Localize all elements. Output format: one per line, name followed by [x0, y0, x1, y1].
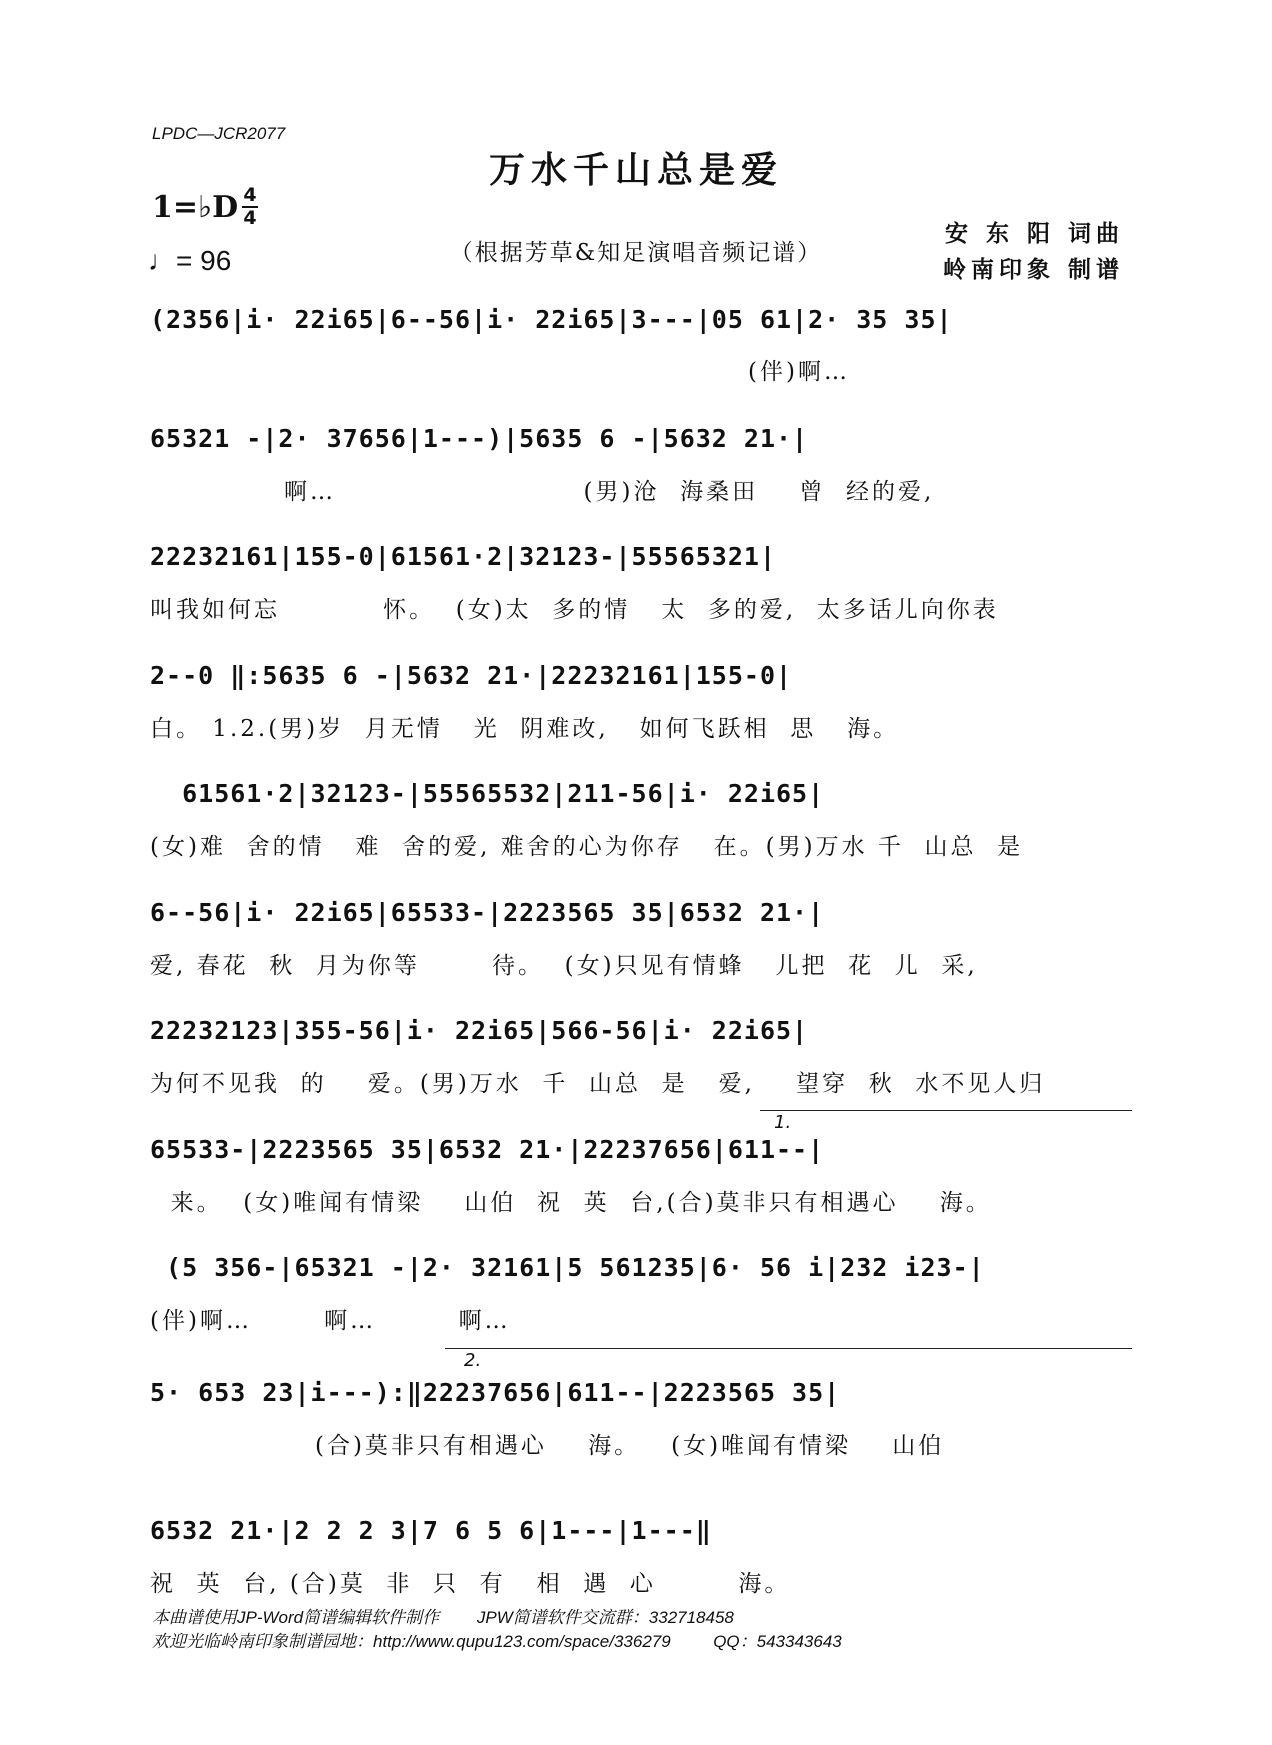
- lyric-line-9: (伴)啊… 啊… 啊…: [150, 1308, 511, 1334]
- lyric-line-1: (伴)啊…: [150, 359, 850, 385]
- notation-line-5: 61561·2|32123-|55565532|211-56|i· 22i65|: [150, 779, 825, 808]
- notation-line-9: (5 356-|65321 -|2· 32161|5 561235|6· 56 i|232 i23-|: [150, 1253, 985, 1282]
- lyric-line-3: 叫我如何忘 怀。 (女)太 多的情 太 多的爱, 太多话儿向你表: [150, 597, 999, 623]
- time-signature-top: 4: [243, 184, 257, 206]
- credit-transcriber: 岭南印象 制谱: [942, 256, 1124, 283]
- notation-line-11: 6532 21·|2 2 2 3|7 6 5 6|1---|1---‖: [150, 1516, 712, 1545]
- volta-2-bracket: [445, 1348, 1132, 1349]
- notation-line-1: (2356|i· 22i65|6--56|i· 22i65|3---|05 61|2· 35 35|: [150, 305, 953, 334]
- time-signature: [242, 186, 258, 228]
- credit-lyricist-composer: 安 东 阳 词曲: [944, 220, 1124, 247]
- volta-1-bracket: [760, 1110, 1132, 1111]
- lyric-line-6: 爱, 春花 秋 月为你等 待。 (女)只见有情蜂 儿把 花 儿 采,: [150, 953, 978, 979]
- footer-line-2: 欢迎光临岭南印象制谱园地：http://www.qupu123.com/space/336279 QQ：543343643: [152, 1632, 842, 1651]
- volta-2-label: 2.: [464, 1350, 482, 1371]
- lyric-line-8: 来。 (女)唯闻有情梁 山伯 祝 英 台,(合)莫非只有相遇心 海。: [150, 1190, 992, 1216]
- notation-line-6: 6--56|i· 22i65|65533-|2223565 35|6532 21·|: [150, 898, 825, 927]
- score-code: LPDC—JCR2077: [152, 124, 286, 143]
- notation-line-10: 5· 653 23|i---):‖22237656|611--|2223565 35|: [150, 1378, 841, 1407]
- key-signature: 1=♭D: [152, 190, 239, 225]
- page-title: 万水千山总是爱: [488, 149, 783, 191]
- lyric-line-10: (合)莫非只有相遇心 海。 (女)唯闻有情梁 山伯: [150, 1433, 945, 1459]
- notation-line-8: 65533-|2223565 35|6532 21·|22237656|611--|: [150, 1135, 825, 1164]
- lyric-line-5: (女)难 舍的情 难 舍的爱, 难舍的心为你存 在。(男)万水 千 山总 是: [150, 834, 1024, 860]
- volta-1-label: 1.: [774, 1112, 792, 1133]
- lyric-line-7: 为何不见我 的 爱。(男)万水 千 山总 是 爱, 望穿 秋 水不见人归: [150, 1071, 1046, 1097]
- notation-line-2: 65321 -|2· 37656|1---)|5635 6 -|5632 21·|: [150, 424, 809, 453]
- tempo-marking: ♩= 96: [148, 245, 232, 276]
- notation-line-3: 22232161|155-0|61561·2|32123-|55565321|: [150, 542, 776, 571]
- footer-line-1: 本曲谱使用JP-Word简谱编辑软件制作 JPW简谱软件交流群：332718458: [152, 1608, 734, 1627]
- lyric-line-4: 白。 1.2.(男)岁 月无情 光 阴难改, 如何飞跃相 思 海。: [150, 716, 900, 742]
- subtitle: （根据芳草&知足演唱音频记谱）: [449, 240, 823, 266]
- lyric-line-11: 祝 英 台, (合)莫 非 只 有 相 遇 心 海。: [150, 1571, 791, 1597]
- lyric-line-2: 啊… (男)沧 海桑田 曾 经的爱,: [150, 479, 935, 505]
- notation-line-4: 2--0 ‖:5635 6 -|5632 21·|22232161|155-0|: [150, 661, 793, 690]
- notation-line-7: 22232123|355-56|i· 22i65|566-56|i· 22i65|: [150, 1016, 809, 1045]
- time-signature-bottom: 4: [243, 207, 257, 229]
